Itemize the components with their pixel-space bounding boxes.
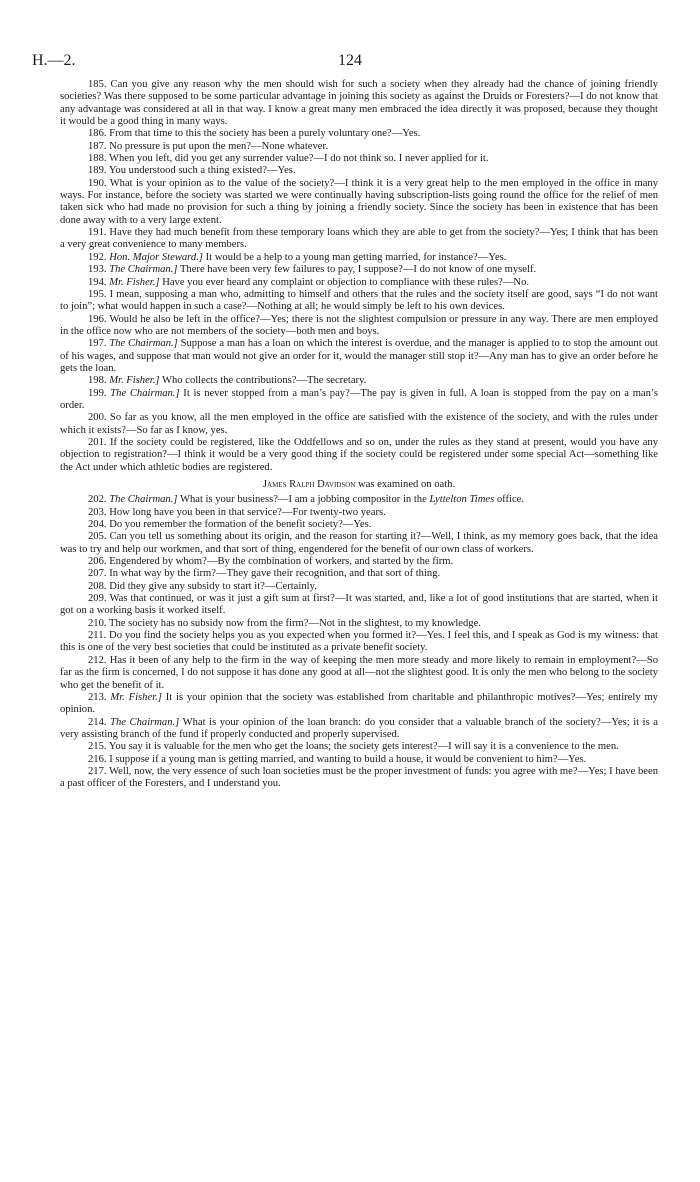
question-number: 186. xyxy=(88,128,107,140)
question-number: 202. xyxy=(88,494,107,506)
evidence-paragraph xyxy=(60,277,658,289)
question-number: 187. xyxy=(88,140,107,152)
paragraph-text: What is your opinion as to the value of the society?—I think it is a very great help to the men employed in the office in many ways. For instance, before the society was started we were continually having subscription-lists going round the office for the relief of men taken sick who had made no provision for such a thing by joining a friendly society. Since the society has been in existence that has been done away with to a very large extent. xyxy=(60,177,658,226)
evidence-paragraph xyxy=(60,375,658,387)
witness-name: James Ralph Davidson xyxy=(262,479,356,490)
evidence-paragraph xyxy=(60,507,658,519)
question-number: 215. xyxy=(88,741,107,753)
evidence-paragraph xyxy=(60,618,658,630)
witness-heading xyxy=(60,479,658,491)
question-number: 199. xyxy=(88,387,107,399)
question-number: 197. xyxy=(88,338,107,350)
paragraph-text: There have been very few failures to pay, I suppose?—I do not know of one myself. xyxy=(179,264,537,276)
paragraph-text: It is never stopped from a man’s pay?—The pay is given in full. A loan is stopped from the pay on a man’s order. xyxy=(60,387,658,411)
speaker: The Chairman.] xyxy=(109,338,178,350)
paragraph-text: What is your opinion of the loan branch: do you consider that a valuable branch of the society?—Yes; it is a very assisting branch of the fund if properly conducted and properly supervised. xyxy=(60,716,658,740)
question-number: 206. xyxy=(88,556,107,568)
question-number: 188. xyxy=(88,153,107,165)
question-number: 216. xyxy=(88,753,107,765)
question-number: 189. xyxy=(88,165,107,177)
evidence-paragraph xyxy=(60,717,658,742)
paragraph-text: Do you find the society helps you as you expected when you formed it?—Yes. I feel this, and I speak as God is my witness: that this is one of the very best societies that could be instituted as a private benefit society. xyxy=(60,630,658,654)
paragraph-text: I mean, supposing a man who, admitting to himself and others that the rules and the society itself are good, says “I do not want to join”; what would happen in such a case?—Nothing at all; he would simply be left to his own devices. xyxy=(60,288,658,313)
question-number: 194. xyxy=(88,276,107,288)
speaker: The Chairman.] xyxy=(110,716,180,728)
question-number: 214. xyxy=(88,716,107,728)
paragraph-text: If the society could be registered, like the Oddfellows and so on, under the rules as they stand at present, would you have any objection to registration?—I think it would be a very good thing if the society could be registered under some special Act—something like the Act under which athletic bodies are registered. xyxy=(60,436,658,473)
speaker: Hon. Major Steward.] xyxy=(109,251,203,263)
speaker: The Chairman.] xyxy=(109,494,178,506)
paragraph-text: Do you remember the formation of the benefit society?—Yes. xyxy=(109,519,372,531)
evidence-paragraph xyxy=(60,692,658,717)
evidence-paragraph xyxy=(60,153,658,165)
paragraph-text: Has it been of any help to the firm in the way of keeping the men more steady and more likely to remain in employment?—So far as the firm is concerned, I do not suppose it has done any good at all—not the slightest good. It is only the men who belong to the society who get the benefit of it. xyxy=(60,654,658,691)
paragraph-text: Was that continued, or was it just a gift sum at first?—It was started, and, like a lot of good institutions that are started, when it got on a working basis it worked itself. xyxy=(60,593,658,617)
evidence-paragraph xyxy=(60,178,658,227)
evidence-paragraph xyxy=(60,630,658,655)
speaker: The Chairman.] xyxy=(109,264,178,276)
page-number: 124 xyxy=(338,52,362,69)
evidence-paragraph xyxy=(60,314,658,339)
paragraph-text: You understood such a thing existed?—Yes. xyxy=(108,165,296,177)
paragraph-text: When you left, did you get any surrender value?—I do not think so. I never applied for it. xyxy=(109,153,489,165)
evidence-paragraph xyxy=(60,581,658,593)
question-number: 203. xyxy=(88,506,107,518)
speaker: Mr. Fisher.] xyxy=(109,276,160,288)
evidence-paragraph xyxy=(60,165,658,177)
question-number: 185. xyxy=(88,79,107,90)
paragraph-text: So far as you know, all the men employed in the office are satisfied with the existence of the society, and with the rules under which it exists?—So far as I know, yes. xyxy=(60,412,658,436)
evidence-paragraph xyxy=(60,754,658,766)
paragraph-text: Have you ever heard any complaint or objection to compliance with these rules?—No. xyxy=(162,276,530,288)
evidence-paragraph xyxy=(60,128,658,140)
speaker: Mr. Fisher.] xyxy=(109,375,160,387)
evidence-block-second xyxy=(60,507,658,791)
question-number: 210. xyxy=(88,617,107,629)
evidence-paragraph xyxy=(60,593,658,618)
paragraph-text: You say it is valuable for the men who get the loans; the society gets interest?—I will say it is a convenience to the men. xyxy=(108,741,619,753)
evidence-paragraph xyxy=(60,264,658,276)
witness-heading-rest: was examined on oath. xyxy=(358,479,456,490)
evidence-paragraph xyxy=(60,388,658,413)
paragraph-text: Can you give any reason why the men should wish for such a society when they already had the chance of joining friendly societies? Was there supposed to be some particular advantage in joining this society as against the Druids or Foresters?—I do not know that any advantage was considered at all in that way. I know a great many men embraced the idea directly it was proposed, because they thought it would be a good thing in many ways. xyxy=(60,79,658,128)
paragraph-text: It would be a help to a young man getting married, for instance?—Yes. xyxy=(205,251,507,263)
paragraph-text: Would he also be left in the office?—Yes; there is not the slightest compulsion or pressure in any way. There are men employed in the office now who are not members of the society—both men and boys. xyxy=(60,313,658,337)
evidence-paragraph xyxy=(60,227,658,252)
paragraph-text: Have they had much benefit from these temporary loans which they are able to get from the society?—Yes; I think that has been a very great convenience to many members. xyxy=(60,227,658,251)
evidence-paragraph xyxy=(60,519,658,531)
evidence-block-first xyxy=(60,79,658,474)
evidence-paragraph xyxy=(60,655,658,692)
evidence-paragraph xyxy=(60,141,658,153)
evidence-paragraph xyxy=(60,531,658,556)
question-number: 213. xyxy=(88,691,107,703)
paragraph-text: I suppose if a young man is getting married, and wanting to build a house, it would be convenient to him?—Yes. xyxy=(109,753,587,765)
question-number: 207. xyxy=(88,568,107,580)
paragraph-text: In what way by the firm?—They gave their recognition, and that sort of thing. xyxy=(109,568,441,580)
evidence-paragraph xyxy=(60,741,658,753)
newspaper-name: Lyttelton Times xyxy=(429,494,495,506)
evidence-paragraph xyxy=(60,289,658,314)
question-number: 190. xyxy=(88,177,107,189)
evidence-paragraph xyxy=(60,412,658,437)
question-number: 205. xyxy=(88,531,107,543)
paragraph-text: From that time to this the society has been a purely voluntary one?—Yes. xyxy=(109,128,421,140)
evidence-paragraph xyxy=(60,252,658,264)
evidence-paragraph xyxy=(60,79,658,128)
evidence-paragraph xyxy=(60,338,658,375)
paragraph-text: What is your business?—I am a jobbing compositor in the xyxy=(179,494,427,506)
paragraph-text: Can you tell us something about its origin, and the reason for starting it?—Well, I think, as my memory goes back, that the idea was to try and help our workmen, and that sort of thing, engendered for the benefit of our own class of workers. xyxy=(60,531,658,555)
question-number: 191. xyxy=(88,227,107,239)
evidence-paragraph xyxy=(60,437,658,474)
question-number: 193. xyxy=(88,264,107,276)
evidence-paragraph xyxy=(60,556,658,568)
question-number: 198. xyxy=(88,375,107,387)
question-number: 200. xyxy=(88,412,107,424)
paragraph-text: Suppose a man has a loan on which the interest is overdue, and the manager is applied to to stop the amount out of his wages, and suppose that man would not give an order for it, would the manager still stop it?—Any man has to give an order before he gets the loan. xyxy=(60,338,658,374)
question-number: 209. xyxy=(88,593,107,605)
evidence-paragraph xyxy=(60,494,658,506)
document-reference: H.—2. xyxy=(32,52,76,69)
question-number: 201. xyxy=(88,436,107,448)
question-number: 204. xyxy=(88,519,107,531)
paragraph-text: How long have you been in that service?—For twenty-two years. xyxy=(109,506,386,518)
question-number: 211. xyxy=(88,630,107,642)
paragraph-text: No pressure is put upon the men?—None whatever. xyxy=(109,140,329,152)
evidence-paragraph xyxy=(60,766,658,791)
question-number: 192. xyxy=(88,251,107,263)
paragraph-text: It is your opinion that the society was established from charitable and philanthropic motives?—Yes; entirely my opinion. xyxy=(60,691,658,716)
question-number: 217. xyxy=(88,765,107,777)
paragraph-text: Did they give any subsidy to start it?—Certainly. xyxy=(109,580,317,592)
speaker: The Chairman.] xyxy=(110,387,180,399)
page-header xyxy=(32,52,668,74)
question-number: 196. xyxy=(88,313,107,325)
speaker: Mr. Fisher.] xyxy=(110,691,162,703)
question-number: 195. xyxy=(88,288,107,300)
question-number: 212. xyxy=(88,654,107,666)
document-body xyxy=(60,79,658,791)
paragraph-text: Who collects the contributions?—The secretary. xyxy=(162,375,367,387)
paragraph-text: The society has no subsidy now from the firm?—Not in the slightest, to my knowledge. xyxy=(109,617,481,629)
paragraph-text: Well, now, the very essence of such loan societies must be the proper investment of funds: you agree with me?—Yes; I have been a past officer of the Foresters, and I understand you. xyxy=(60,765,658,790)
paragraph-text: Engendered by whom?—By the combination of workers, and started by the firm. xyxy=(109,556,454,568)
paragraph-text-end: office. xyxy=(496,494,525,506)
question-number: 208. xyxy=(88,580,107,592)
evidence-paragraph xyxy=(60,568,658,580)
